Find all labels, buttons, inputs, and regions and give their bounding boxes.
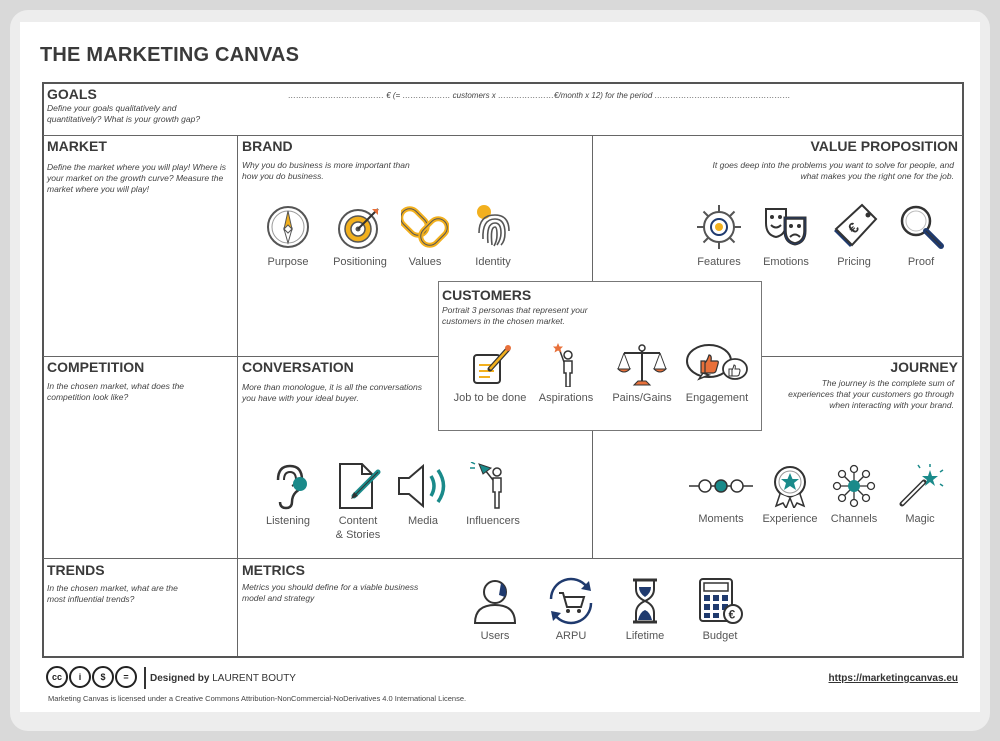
value-proposition-title: VALUE PROPOSITION (810, 138, 958, 154)
award-star-icon (768, 464, 812, 508)
timeline-dots-icon (689, 464, 753, 508)
price-tag-icon (830, 203, 878, 251)
metrics-title: METRICS (242, 562, 305, 578)
brand-item-label: Purpose (267, 256, 309, 268)
customers-item-label: Pains/Gains (612, 392, 672, 404)
fingerprint-icon (469, 203, 517, 251)
divider-goals (43, 135, 963, 136)
theatre-masks-icon (762, 203, 810, 251)
customers-item-label: Aspirations (538, 392, 594, 404)
attribution-icon: i (69, 666, 91, 688)
brand-description: Why you do business is more important than how you do business. (242, 160, 410, 181)
chain-link-icon (401, 203, 449, 251)
customers-item-pains-gains[interactable] (602, 343, 682, 405)
designer-name: LAURENT BOUTY (212, 673, 296, 684)
customers-item-engagement[interactable] (677, 343, 757, 405)
journey-title: JOURNEY (890, 359, 958, 375)
customers-item-aspirations[interactable] (526, 343, 606, 405)
target-icon (336, 203, 384, 251)
document-pen-icon (334, 462, 382, 510)
calculator-euro-icon (696, 577, 744, 625)
metrics-item-lifetime[interactable] (605, 577, 685, 643)
customers-title: CUSTOMERS (442, 287, 532, 303)
customers-description: Portrait 3 personas that represent your customers in the chosen market. (442, 305, 588, 326)
metrics-item-label: Lifetime (625, 630, 665, 642)
journey-item-label: Experience (762, 513, 818, 525)
conversation-item-label: Listening (265, 515, 311, 527)
svg-text:€: € (728, 607, 736, 622)
brand-item-label: Positioning (333, 256, 387, 268)
conversation-item-influencers[interactable] (453, 462, 533, 528)
brand-item-purpose[interactable] (248, 203, 328, 269)
ear-icon (264, 462, 312, 510)
market-description: Define the market where you will play! Where is your market on the growth curve? Measure the market where you will play! (47, 162, 227, 194)
thumbs-up-bubbles-icon (685, 343, 749, 387)
cc-icon: cc (46, 666, 68, 688)
goals-formula[interactable]: ……………………………… € (= ……………… customers x …………………€/month x 12) for the period …………………………………………… (288, 91, 791, 100)
goals-description: Define your goals qualitatively and quantitatively? What is your growth gap? (47, 103, 201, 124)
conversation-item-label: Media (408, 515, 438, 527)
balance-scale-icon (616, 343, 668, 387)
conversation-title: CONVERSATION (242, 359, 354, 375)
conversation-description: More than monologue, it is all the conversations you have with your ideal buyer. (242, 382, 423, 403)
conversation-item-media[interactable] (383, 462, 463, 528)
journey-item-label: Channels (830, 513, 878, 525)
conversation-item-label: Influencers (466, 515, 520, 527)
person-star-icon (544, 343, 588, 387)
website-link[interactable]: https://marketingcanvas.eu (828, 673, 958, 684)
customers-item-job-to-be-done[interactable] (450, 343, 530, 405)
divider-left-column (237, 135, 238, 656)
value-proposition-description: It goes deep into the problems you want to solve for people, and what makes you the right one for the job. (712, 160, 954, 181)
hourglass-icon (621, 577, 669, 625)
market-title: MARKET (47, 138, 107, 154)
page-title: THE MARKETING CANVAS (40, 44, 300, 66)
journey-item-moments[interactable] (681, 464, 761, 526)
competition-description: In the chosen market, what does the competition look like? (47, 381, 185, 402)
journey-item-magic[interactable] (880, 464, 960, 526)
journey-description: The journey is the complete sum of experiences that your customers go through when interacting with your brand. (788, 378, 954, 410)
network-hub-icon (830, 464, 878, 508)
speaker-icon (395, 462, 451, 510)
footer-separator (144, 667, 146, 689)
customers-item-label: Engagement (685, 392, 749, 404)
value-item-label: Features (697, 256, 741, 268)
goals-title: GOALS (47, 86, 97, 102)
brand-title: BRAND (242, 138, 293, 154)
trends-description: In the chosen market, what are the most influential trends? (47, 583, 178, 604)
compass-icon (264, 203, 312, 251)
non-commercial-icon: $ (92, 666, 114, 688)
metrics-item-budget[interactable] (680, 577, 760, 643)
metrics-item-label: Users (480, 630, 510, 642)
metrics-item-label: ARPU (555, 630, 587, 642)
designed-by-prefix: Designed by (150, 673, 210, 684)
metrics-item-users[interactable] (455, 577, 535, 643)
competition-title: COMPETITION (47, 359, 145, 375)
magnifier-icon (897, 203, 945, 251)
value-item-label: Emotions (763, 256, 809, 268)
brand-item-label: Identity (475, 256, 511, 268)
metrics-item-arpu[interactable] (531, 577, 611, 643)
conversation-item-listening[interactable] (248, 462, 328, 528)
license-text: Marketing Canvas is licensed under a Creative Commons Attribution-NonCommercial-NoDerivatives 4.0 International License. (48, 694, 467, 703)
cart-cycle-icon (545, 577, 597, 625)
svg-text:€: € (844, 219, 863, 238)
trends-title: TRENDS (47, 562, 105, 578)
value-item-proof[interactable] (881, 203, 961, 269)
user-icon (471, 577, 519, 625)
journey-item-label: Magic (905, 513, 935, 525)
notepad-pencil-icon (468, 343, 512, 387)
brand-item-label: Values (408, 256, 442, 268)
brand-item-identity[interactable] (453, 203, 533, 269)
creative-commons-badge (46, 666, 138, 688)
no-derivatives-icon: = (115, 666, 137, 688)
gear-icon (695, 203, 743, 251)
customers-item-label: Job to be done (453, 392, 527, 404)
magic-wand-icon (896, 464, 944, 508)
metrics-item-label: Budget (702, 630, 738, 642)
value-item-label: Pricing (837, 256, 871, 268)
divider-row-3 (43, 558, 963, 559)
journey-item-label: Moments (698, 513, 744, 525)
metrics-description: Metrics you should define for a viable business model and strategy (242, 582, 419, 603)
conversation-item-label: Content & Stories (335, 515, 381, 541)
value-item-label: Proof (907, 256, 935, 268)
person-megaphone-icon (469, 462, 517, 510)
designed-by (150, 673, 296, 684)
